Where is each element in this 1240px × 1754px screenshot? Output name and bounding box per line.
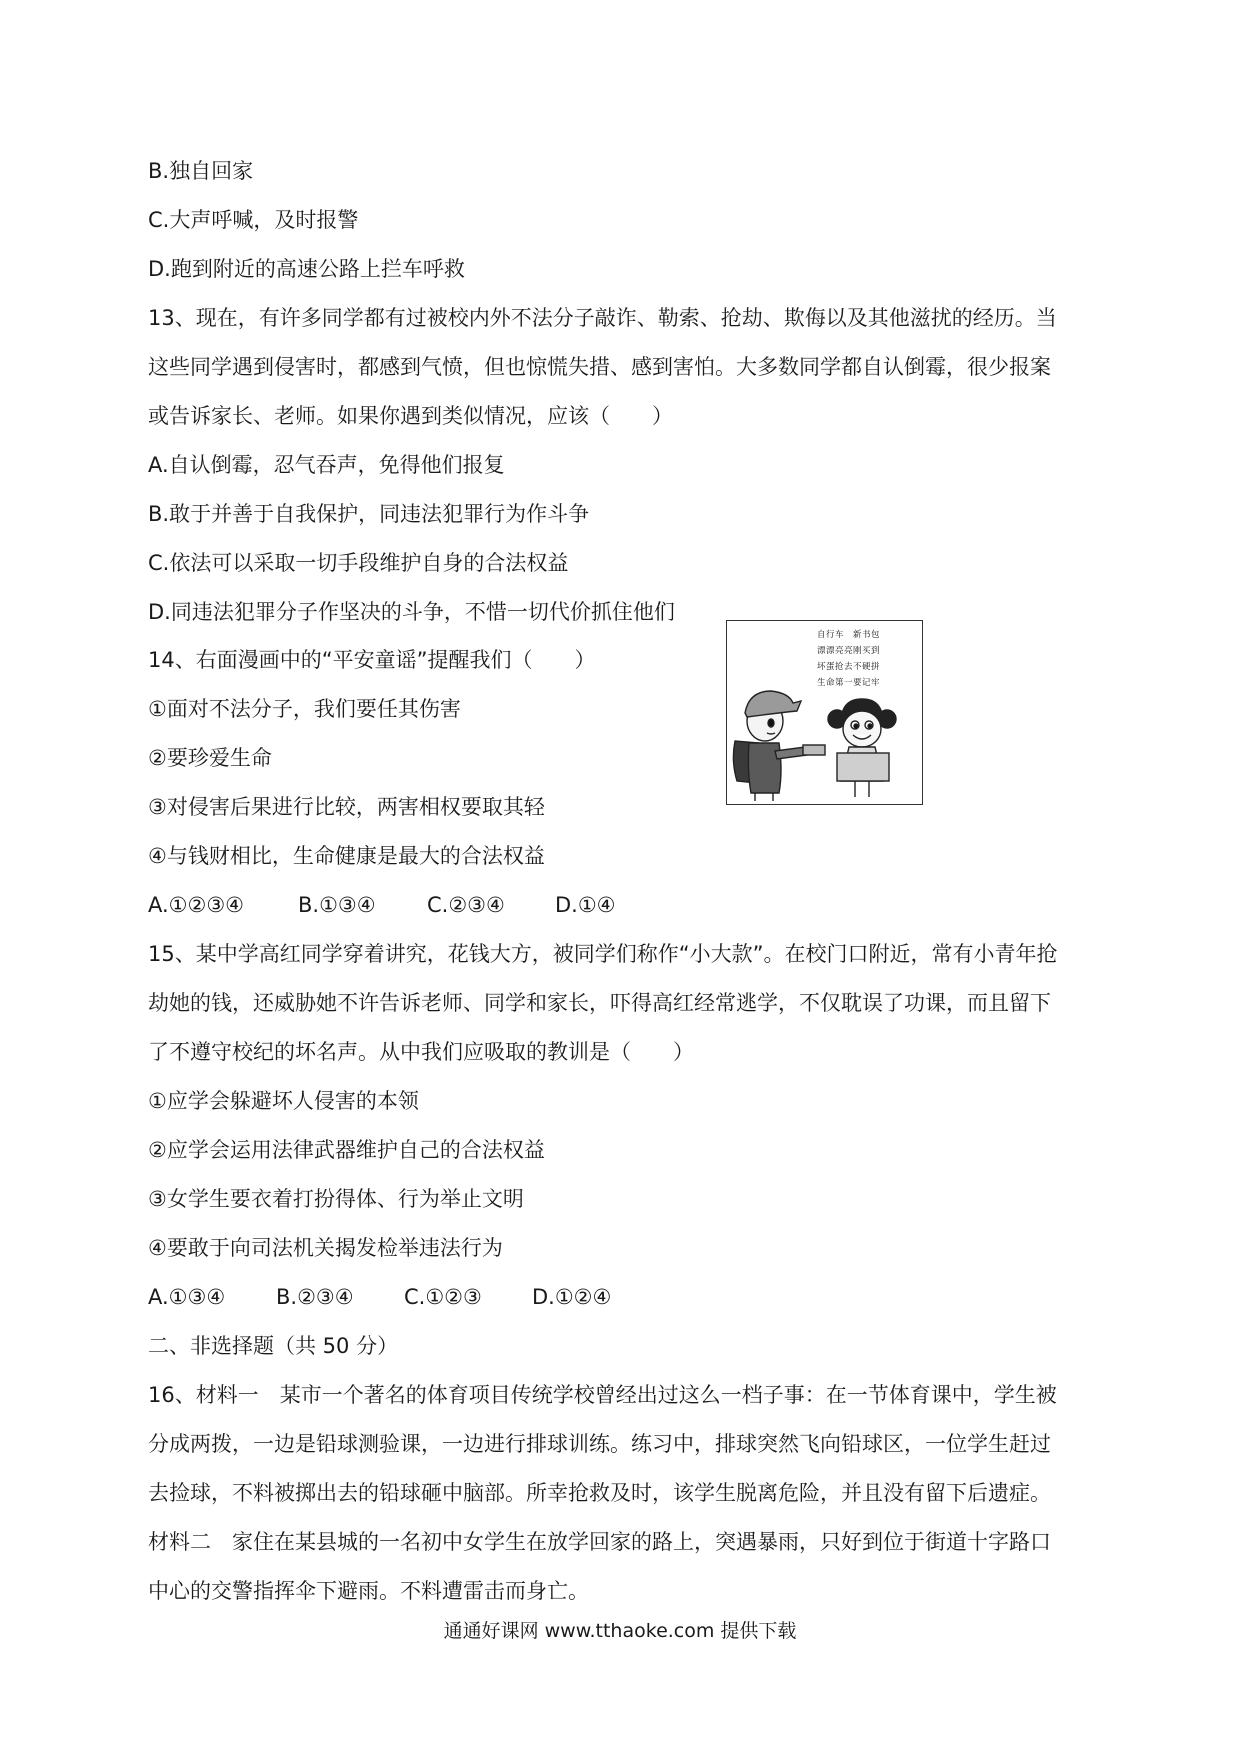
q15-answer-options	[148, 1282, 611, 1312]
text-line-q15_s1: ①应学会躲避坏人侵害的本领	[148, 1089, 419, 1113]
q15-option-b: B.②③④	[276, 1285, 354, 1309]
text-line-opt13d: D.同违法犯罪分子作坚决的斗争，不惜一切代价抓住他们	[148, 600, 675, 624]
text-line-q15_s3: ③女学生要衣着打扮得体、行为举止文明	[148, 1187, 524, 1211]
text-line-q13_2: 这些同学遇到侵害时，都感到气愤，但也惊慌失措、感到害怕。大多数同学都自认倒霉，很少报案	[148, 355, 1051, 379]
text-line-opt12b: B.独自回家	[148, 159, 254, 183]
text-line-opt13c: C.依法可以采取一切手段维护自身的合法权益	[148, 551, 569, 575]
text-line-q13_1: 13、现在，有许多同学都有过被校内外不法分子敲诈、勒索、抢劫、欺侮以及其他滋扰的经历。当	[148, 306, 1057, 330]
text-line-q16_5: 中心的交警指挥伞下避雨。不料遭雷击而身亡。	[148, 1579, 589, 1603]
q15-option-d: D.①②④	[532, 1285, 612, 1309]
text-line-q14: 14、右面漫画中的“平安童谣”提醒我们（ ）	[148, 648, 596, 672]
text-line-q14_4: ④与钱财相比，生命健康是最大的合法权益	[148, 844, 545, 868]
text-line-q16_2: 分成两拨，一边是铅球测验课，一边进行排球训练。练习中，排球突然飞向铅球区，一位学生赶过	[148, 1432, 1051, 1456]
poem-line-1: 自行车 新书包	[817, 630, 881, 640]
text-line-q15_3: 了不遵守校纪的坏名声。从中我们应吸取的教训是（ ）	[148, 1040, 694, 1064]
q14-option-b: B.①③④	[298, 893, 376, 917]
text-line-q16_4: 材料二 家住在某县城的一名初中女学生在放学回家的路上，突遇暴雨，只好到位于街道十字路口	[148, 1530, 1051, 1554]
text-line-q15_s4: ④要敢于向司法机关揭发检举违法行为	[148, 1236, 503, 1260]
text-line-opt13a: A.自认倒霉，忍气吞声，免得他们报复	[148, 453, 505, 477]
poem-line-2: 漂漂亮亮刚买到	[817, 646, 881, 656]
safety-cartoon	[726, 620, 923, 805]
text-line-opt13b: B.敢于并善于自我保护，同违法犯罪行为作斗争	[148, 502, 590, 526]
text-line-q16_3: 去捡球，不料被掷出去的铅球砸中脑部。所幸抢救及时，该学生脱离危险，并且没有留下后遗症。	[148, 1481, 1051, 1505]
text-line-q14_2: ②要珍爱生命	[148, 746, 272, 770]
text-line-q14_3: ③对侵害后果进行比较，两害相权要取其轻	[148, 795, 545, 819]
text-line-q15_1: 15、某中学高红同学穿着讲究，花钱大方，被同学们称作“小大款”。在校门口附近，常有小青年抢	[148, 942, 1058, 966]
q15-option-a: A.①③④	[148, 1285, 226, 1309]
text-line-q16_1: 16、材料一 某市一个著名的体育项目传统学校曾经出过这么一档子事：在一节体育课中，学生被	[148, 1383, 1057, 1407]
text-line-q13_3: 或告诉家长、老师。如果你遇到类似情况，应该（ ）	[148, 404, 673, 428]
text-line-q15_2: 劫她的钱，还威胁她不许告诉老师、同学和家长，吓得高红经常逃学，不仅耽误了功课，而且留下	[148, 991, 1051, 1015]
page-footer: 通通好课网 www.tthaoke.com 提供下载	[443, 1620, 797, 1642]
text-line-sec2: 二、非选择题（共 50 分）	[148, 1334, 399, 1358]
q14-option-c: C.②③④	[427, 893, 505, 917]
cartoon-poem	[817, 627, 921, 691]
text-line-q15_s2: ②应学会运用法律武器维护自己的合法权益	[148, 1138, 545, 1162]
text-line-q14_1: ①面对不法分子，我们要任其伤害	[148, 697, 461, 721]
q15-option-c: C.①②③	[404, 1285, 482, 1309]
text-line-opt12c: C.大声呼喊，及时报警	[148, 208, 359, 232]
q14-option-a: A.①②③④	[148, 893, 244, 917]
q14-answer-options	[148, 890, 616, 920]
text-line-opt12d: D.跑到附近的高速公路上拦车呼救	[148, 257, 465, 281]
poem-line-3: 坏蛋抢去不硬拼	[817, 662, 881, 672]
poem-line-4: 生命第一要记牢	[817, 678, 881, 688]
q14-option-d: D.①④	[555, 893, 616, 917]
